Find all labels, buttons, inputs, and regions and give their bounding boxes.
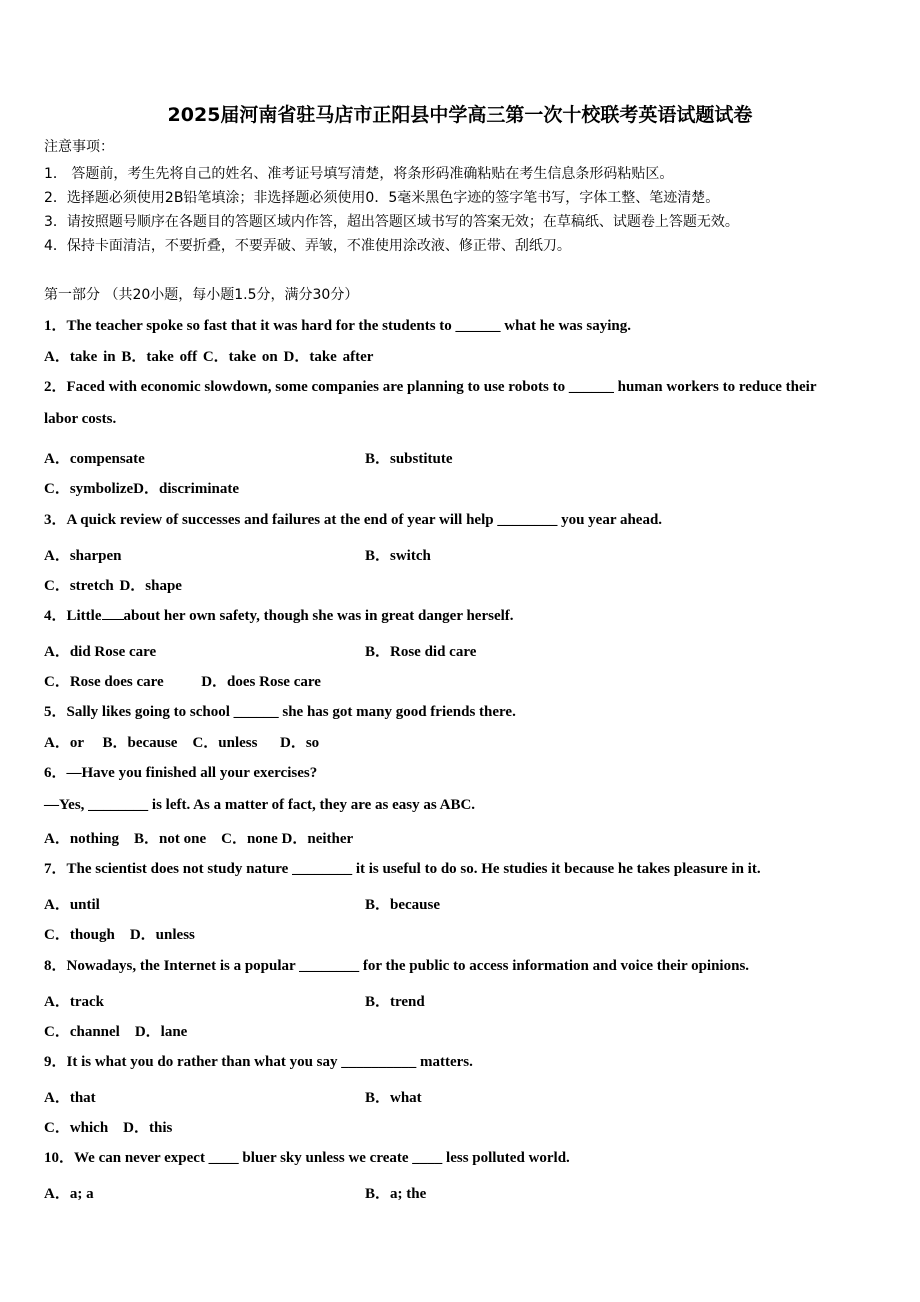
answer-blank (102, 607, 124, 620)
question-8-options-cd: C．channel D．lane (44, 1024, 188, 1040)
question-7-options-cd: C．though D．unless (44, 927, 195, 943)
question-2-stem: 2．Faced with economic slowdown, some companies are planning to use robots to ______ human workers to reduce their (44, 379, 817, 395)
question-7-option-a: A．until (44, 897, 100, 913)
notice-item-4: 4．保持卡面清洁，不要折叠，不要弄破、弄皱，不准使用涂改液、修正带、刮纸刀。 (44, 238, 571, 254)
page-title: 2025届河南省驻马店市正阳县中学高三第一次十校联考英语试题试卷 (167, 104, 753, 126)
question-10-option-a: A．a; a (44, 1186, 94, 1202)
question-8-option-a: A．track (44, 994, 104, 1010)
question-7-option-b: B．because (365, 897, 441, 913)
question-4-stem-pre: 4．Little (44, 608, 102, 624)
question-4-option-b: B．Rose did care (365, 644, 477, 660)
question-7-stem: 7．The scientist does not study nature ________ it is useful to do so. He studies it because he takes pleasure in it. (44, 861, 761, 877)
question-1-options: A．take in B．take off C．take on D．take after (44, 349, 374, 365)
question-6-stem-cont: —Yes, ________ is left. As a matter of fact, they are as easy as ABC. (44, 797, 476, 813)
notice-item-1: 1． 答题前，考生先将自己的姓名、准考证号填写清楚，将条形码准确粘贴在考生信息条形码粘贴区。 (44, 166, 674, 182)
notice-item-3: 3．请按照题号顺序在各题目的答题区域内作答，超出答题区域书写的答案无效；在草稿纸、试题卷上答题无效。 (44, 214, 739, 230)
question-1-stem: 1．The teacher spoke so fast that it was hard for the students to ______ what he was saying. (44, 318, 631, 334)
question-5-options: A．or B．because C．unless D．so (44, 735, 320, 751)
question-10-option-b: B．a; the (365, 1186, 427, 1202)
question-9-option-a: A．that (44, 1090, 96, 1106)
question-8-stem: 8．Nowadays, the Internet is a popular ________ for the public to access information and voice their opinions. (44, 958, 750, 974)
question-3-option-b: B．switch (365, 548, 431, 564)
question-9-option-b: B．what (365, 1090, 422, 1106)
question-9-options-cd: C．which D．this (44, 1120, 173, 1136)
question-10-stem: 10．We can never expect ____ bluer sky unless we create ____ less polluted world. (44, 1150, 570, 1166)
question-6-options: A．nothing B．not one C．none D．neither (44, 831, 354, 847)
question-3-options-cd: C．stretch D．shape (44, 578, 182, 594)
question-2-option-a: A．compensate (44, 451, 145, 467)
notice-item-2: 2．选择题必须使用2B铅笔填涂；非选择题必须使用0．5毫米黑色字迹的签字笔书写，字体工整、笔迹清楚。 (44, 190, 720, 206)
notice-heading: 注意事项： (44, 139, 114, 155)
section-heading: 第一部分 （共20小题，每小题1.5分，满分30分） (44, 287, 359, 303)
question-3-stem: 3．A quick review of successes and failures at the end of year will help ________ you year ahead. (44, 512, 663, 528)
question-6-stem: 6．—Have you finished all your exercises? (44, 765, 318, 781)
question-2-options-cd: C．symbolizeD．discriminate (44, 481, 239, 497)
question-3-option-a: A．sharpen (44, 548, 122, 564)
question-4-option-a: A．did Rose care (44, 644, 157, 660)
question-4-stem (44, 604, 514, 625)
question-2-option-b: B．substitute (365, 451, 453, 467)
question-4-stem-post: about her own safety, though she was in great danger herself. (123, 608, 514, 624)
question-9-stem: 9．It is what you do rather than what you say __________ matters. (44, 1054, 473, 1070)
question-2-stem-cont: labor costs. (44, 411, 117, 427)
question-5-stem: 5．Sally likes going to school ______ she has got many good friends there. (44, 704, 516, 720)
question-8-option-b: B．trend (365, 994, 425, 1010)
question-4-options-cd: C．Rose does care D．does Rose care (44, 674, 321, 690)
